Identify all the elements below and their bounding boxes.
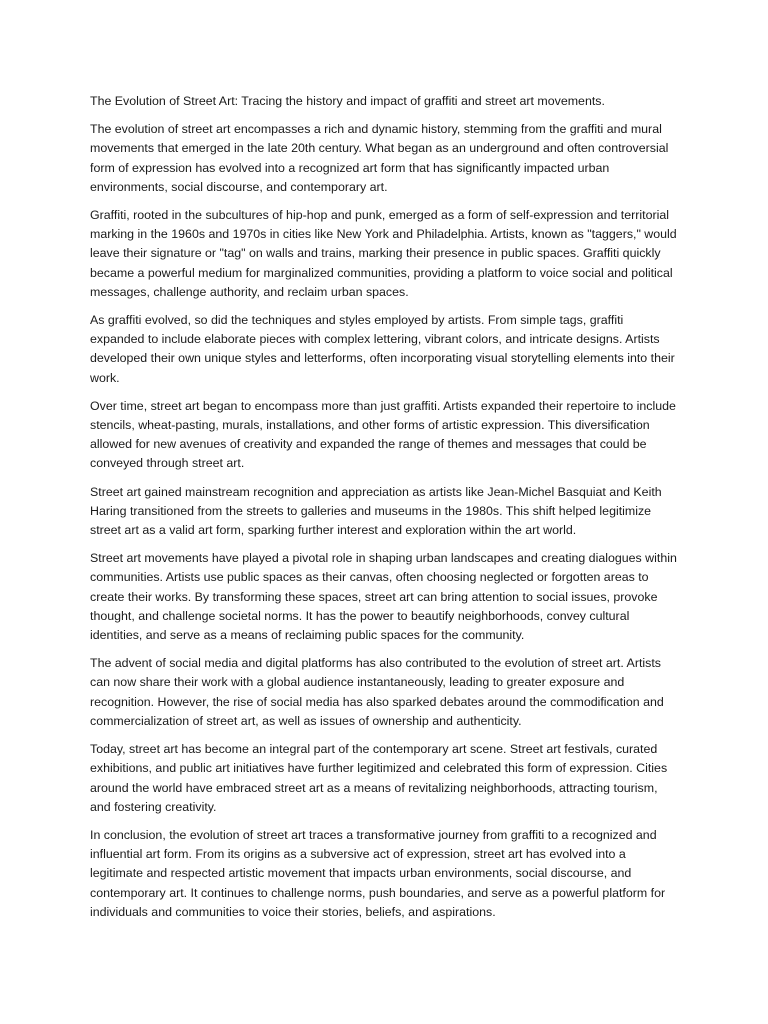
paragraph-8: Today, street art has become an integral part of the contemporary art scene. Street art festivals, curated exhibitions, and public art initiatives have further legitimized and celebrated this form of expression. Cities around the world have embraced street art as a means of revitalizing neighborhoods, attracting tourism, and fostering creativity. xyxy=(90,742,668,814)
document-title: The Evolution of Street Art: Tracing the history and impact of graffiti and street art movements. xyxy=(90,94,605,108)
paragraph-9: In conclusion, the evolution of street art traces a transformative journey from graffiti to a recognized and influential art form. From its origins as a subversive act of expression, street art has evolved into a legitimate and respected artistic movement that impacts urban environments, social discourse, and contemporary art. It continues to challenge norms, push boundaries, and serve as a powerful platform for individuals and communities to voice their stories, beliefs, and aspirations. xyxy=(90,827,666,919)
paragraph-5: Street art gained mainstream recognition and appreciation as artists like Jean-Michel Basquiat and Keith Haring transitioned from the streets to galleries and museums in the 1980s. This shift helped legitimize street art as a valid art form, sparking further interest and exploration within the art world. xyxy=(90,484,662,538)
paragraph-2: Graffiti, rooted in the subcultures of hip-hop and punk, emerged as a form of self-expression and territorial marking in the 1960s and 1970s in cities like New York and Philadelphia. Artists, known as "taggers," would leave their signature or "tag" on walls and trains, marking their presence in public spaces. Graffiti quickly became a powerful medium for marginalized communities, providing a platform to voice social and political messages, challenge authority, and reclaim urban spaces. xyxy=(90,208,677,299)
paragraph-4: Over time, street art began to encompass more than just graffiti. Artists expanded their repertoire to include stencils, wheat-pasting, murals, installations, and other forms of artistic expression. This diversification allowed for new avenues of creativity and expanded the range of themes and messages that could be conveyed through street art. xyxy=(90,398,676,471)
paragraph-3: As graffiti evolved, so did the techniques and styles employed by artists. From simple tags, graffiti expanded to include elaborate pieces with complex lettering, vibrant colors, and intricate designs. Artists developed their own unique styles and letterforms, often incorporating visual storytelling elements into their work. xyxy=(90,313,675,385)
paragraph-1: The evolution of street art encompasses a rich and dynamic history, stemming from the graffiti and mural movements that emerged in the late 20th century. What began as an underground and often controversial form of expression has evolved into a recognized art form that has significantly impacted urban environments, social discourse, and contemporary art. xyxy=(90,122,669,194)
paragraph-7: The advent of social media and digital platforms has also contributed to the evolution of street art. Artists can now share their work with a global audience instantaneously, leading to greater exposure and recognition. However, the rise of social media has also sparked debates around the commodification and commercialization of street art, as well as issues of ownership and authenticity. xyxy=(90,656,664,728)
document-page xyxy=(90,92,680,931)
paragraph-6: Street art movements have played a pivotal role in shaping urban landscapes and creating dialogues within communities. Artists use public spaces as their canvas, often choosing neglected or forgotten areas to create their works. By transforming these spaces, street art can bring attention to social issues, provoke thought, and challenge societal norms. It has the power to beautify neighborhoods, convey cultural identities, and serve as a means of reclaiming public spaces for the community. xyxy=(90,551,677,643)
